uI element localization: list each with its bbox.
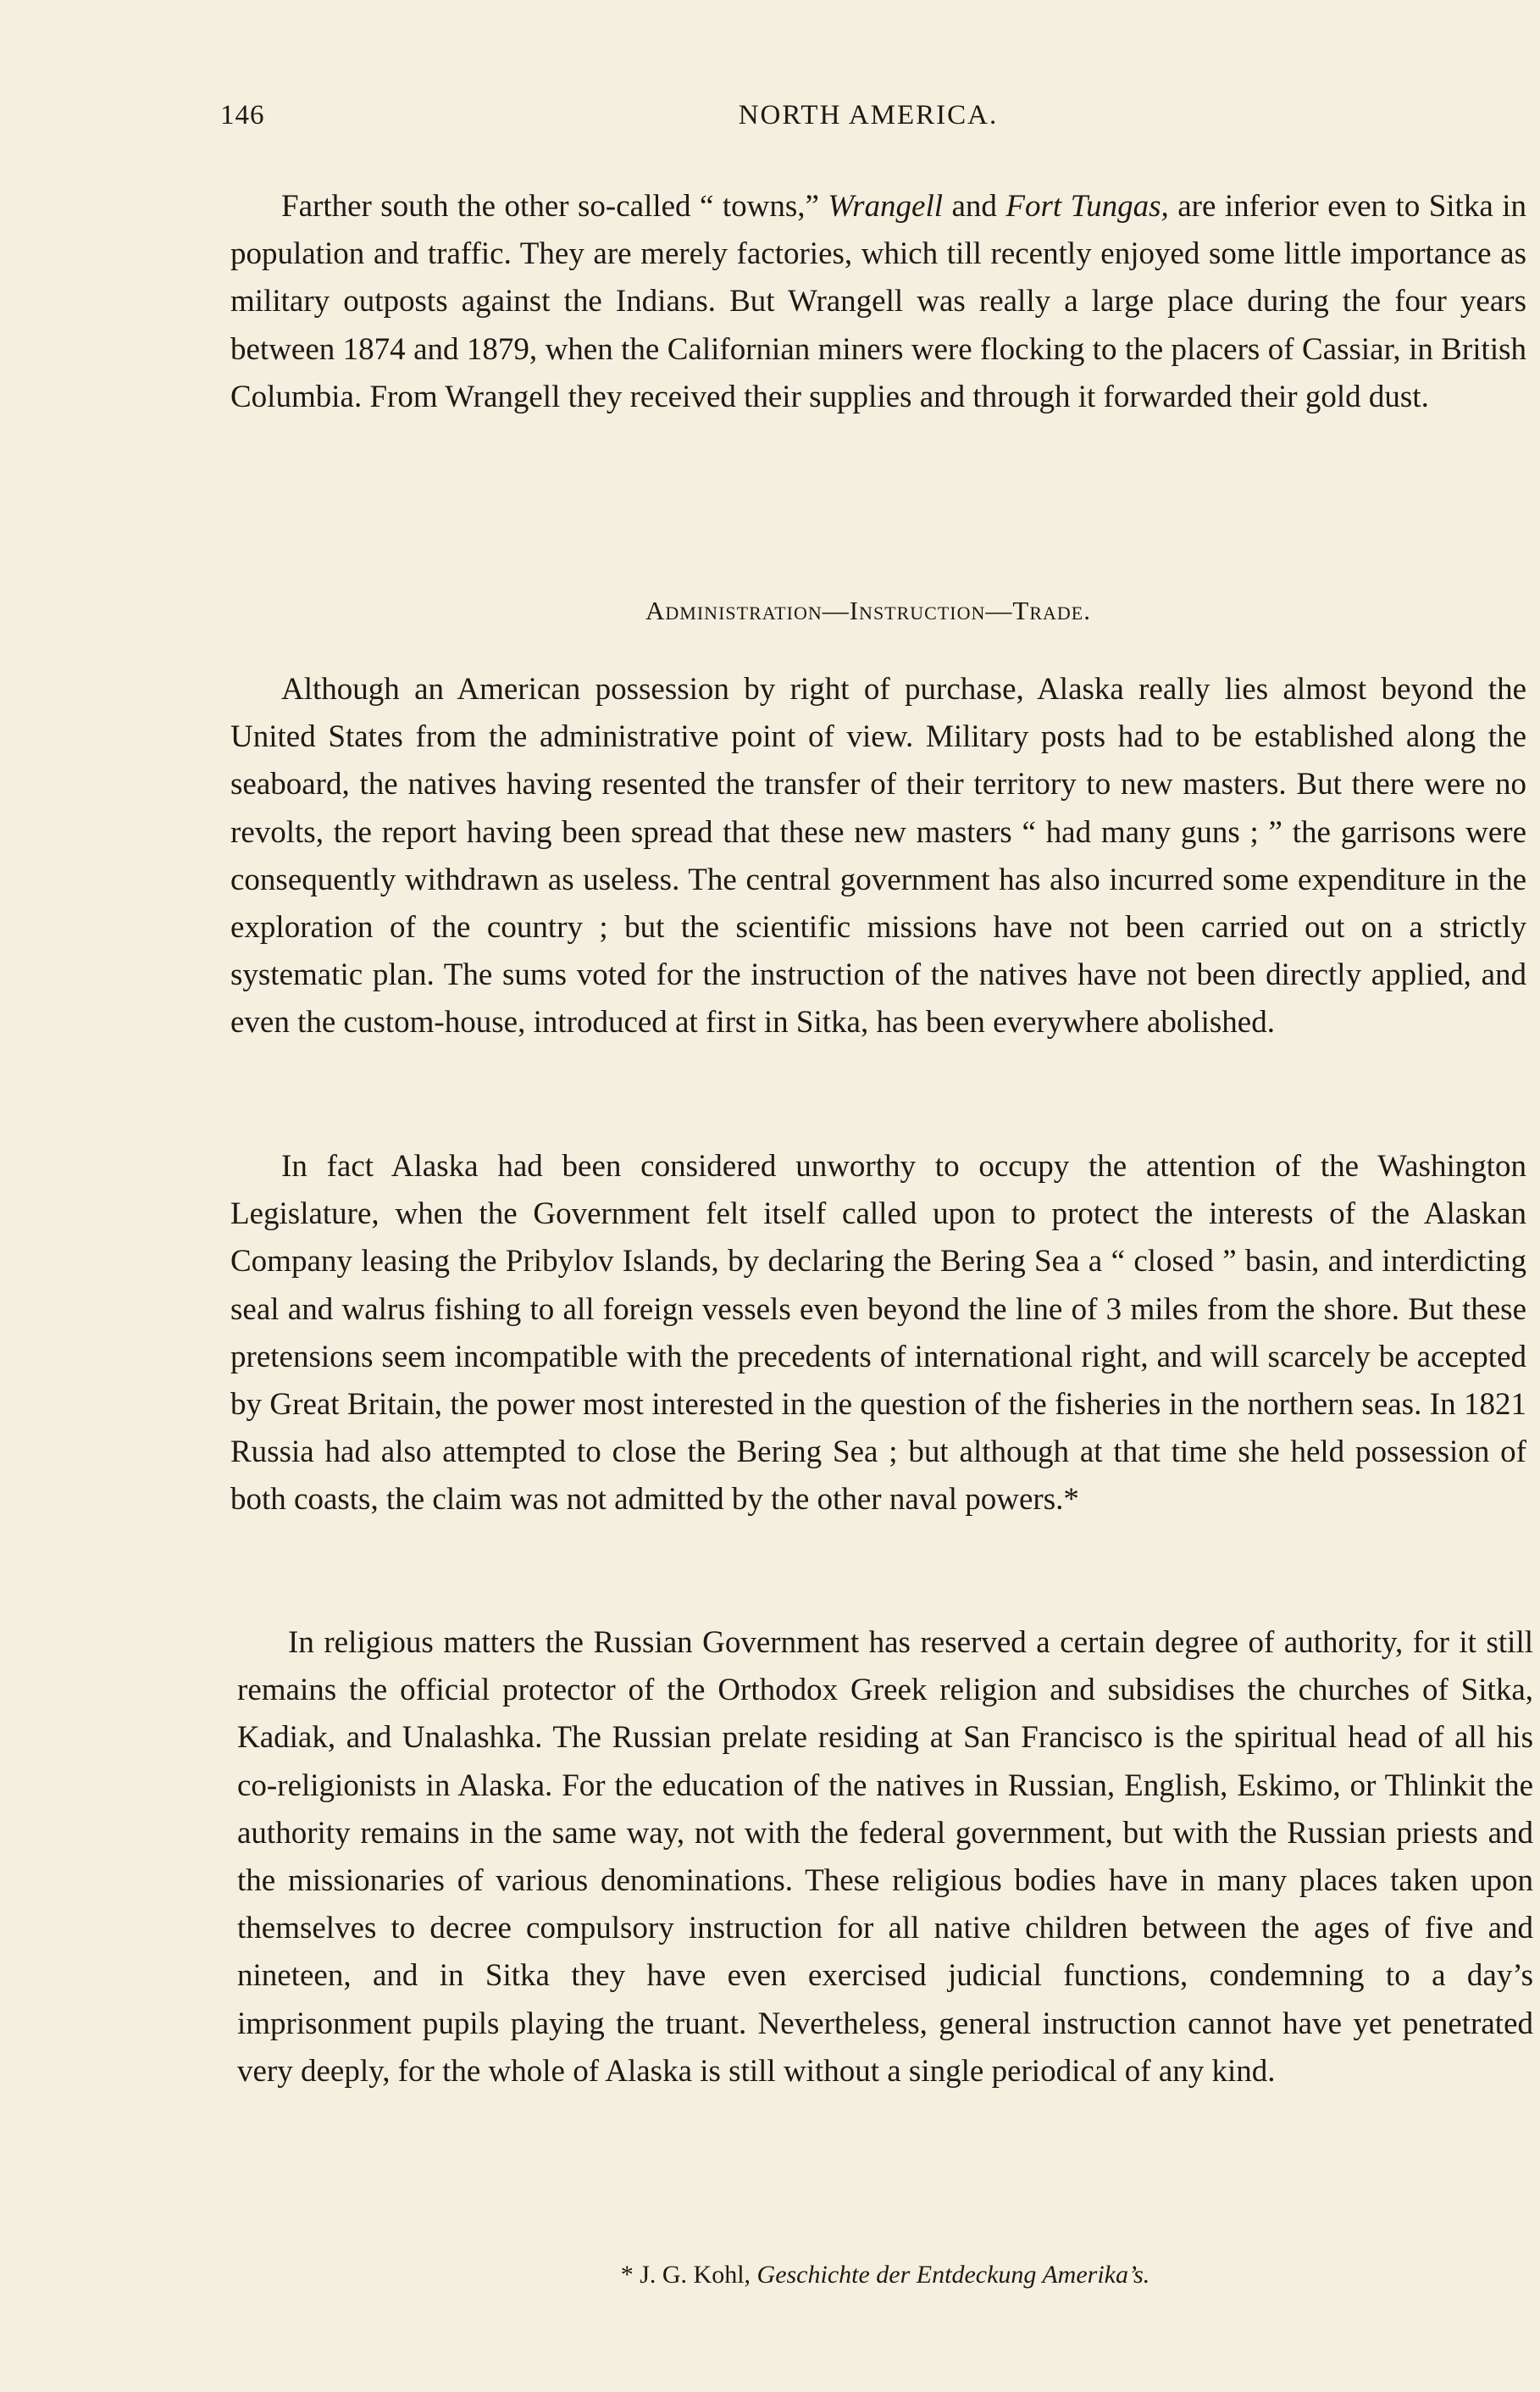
paragraph-legislature: In fact Alaska had been considered unworthy to occupy the attention of the Washington Legislature, when the Government felt itself called upon to protect the interests of the Alaskan Company leasing the Pribylov Islands, by declaring the Bering Sea a “ closed ” basin, and interdicting seal and walrus fishing to all foreign vessels even beyond the line of 3 miles from the shore. But these pretensions seem incompatible with the precedents of international right, and will scarcely be accepted by Great Britain, the power most interested in the question of the fisheries in the northern seas. In 1821 Russia had also attempted to close the Bering Sea ; but although at that time she held possession of both coasts, the claim was not admitted by the other naval powers.* xyxy=(230,1149,1526,1518)
paragraph-text: and xyxy=(943,189,1006,224)
paragraph-text: Farther south the other so-called “ towns,” xyxy=(281,189,828,224)
italic-place-name: Fort Tungas, xyxy=(1005,189,1169,224)
section-heading: Administration—Instruction—Trade. xyxy=(645,596,1091,625)
footnote-text: * J. G. Kohl, xyxy=(620,2261,757,2289)
footnote-book-title: Geschichte der Entdeckung Amerika’s. xyxy=(756,2261,1150,2289)
paragraph-text: are inferior even to Sitka in population and traffic. They are merely factories, which till recently enjoyed some little importance as military outposts against the Indians. But Wrangell was really a large place during the four years between 1874 and 1879, when the Californian miners were flocking to the placers of Cassiar, in British Columbia. From Wrangell they received their supplies and through it forwarded their gold dust. xyxy=(230,189,1526,414)
paragraph-administration: Although an American possession by right of purchase, Alaska really lies almost beyond the United States from the administrative point of view. Military posts had to be established along the seaboard, the natives having resented the transfer of their territory to new masters. But there were no revolts, the report having been spread that these new masters “ had many guns ; ” the garrisons were consequently withdrawn as useless. The central government has also incurred some expenditure in the exploration of the country ; but the scientific missions have not been carried out on a strictly systematic plan. The sums voted for the instruction of the natives have not been directly applied, and even the custom-house, introduced at first in Sitka, has been everywhere abolished. xyxy=(230,672,1526,1041)
paragraph-religion: In religious matters the Russian Government has reserved a certain degree of authority, for it still remains the official protector of the Orthodox Greek religion and subsidises the churches of Sitka, Kadiak, and Unalashka. The Russian prelate residing at San Francisco is the spiritual head of all his co-religionists in Alaska. For the education of the natives in Russian, English, Eskimo, or Thlinkit the authority remains in the same way, not with the federal government, but with the Russian priests and the missionaries of various denominations. These religious bodies have in many places taken upon themselves to decree compulsory instruction for all native children between the ages of five and nineteen, and in Sitka they have even exercised judicial functions, condemning to a day’s imprisonment pupils playing the truant. Nevertheless, general instruction cannot have yet penetrated very deeply, for the whole of Alaska is still without a single periodical of any kind. xyxy=(237,1625,1533,2089)
running-title: NORTH AMERICA. xyxy=(738,100,999,130)
footnote xyxy=(237,2261,1533,2289)
italic-place-name: Wrangell xyxy=(828,189,944,224)
running-header xyxy=(220,100,1516,142)
paragraph-towns xyxy=(230,183,1526,421)
page-number: 146 xyxy=(220,100,265,130)
